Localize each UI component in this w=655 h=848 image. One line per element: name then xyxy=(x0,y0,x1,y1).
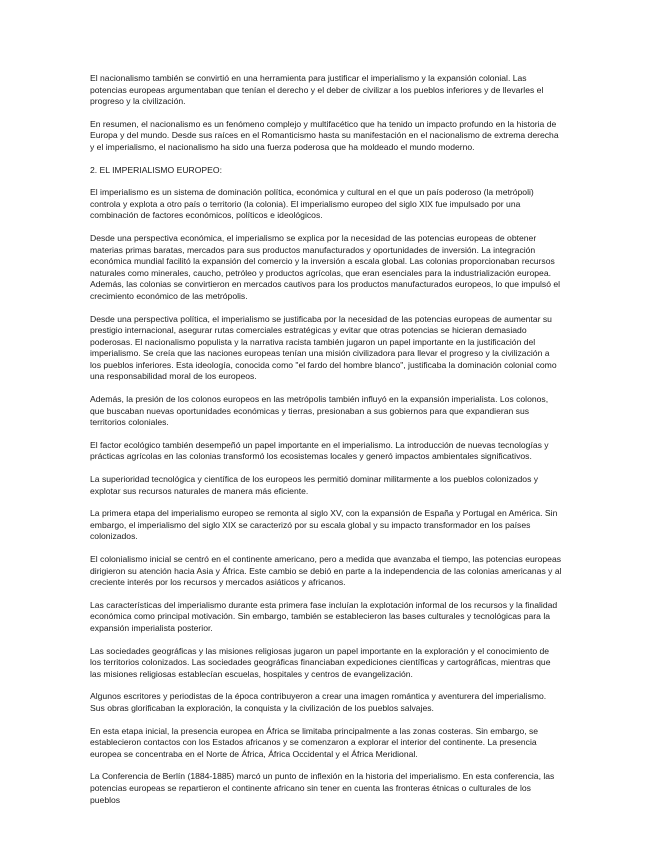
paragraph-first-stage: La primera etapa del imperialismo europeo se remonta al siglo XV, con la expansión de España y Portugal en América. Sin embargo, el imperialismo del siglo XIX se caracterizó por su escala global y su impacto transformador en los países colonizados. xyxy=(90,508,558,542)
paragraph-imperialism-definition: El imperialismo es un sistema de dominación política, económica y cultural en el que un país poderoso (la metrópoli) controla y explota a otro país o territorio (la colonia). El imperialismo europeo del siglo XIX fue impulsado por una combinación de factores económicos, políticos e ideológicos. xyxy=(90,187,534,221)
paragraph-first-phase-characteristics: Las características del imperialismo durante esta primera fase incluían la explotación informal de los recursos y la finalidad económica como principal motivación. Sin embargo, también se establecieron las bases culturales y tecnológicas para la expansión imperialista posterior. xyxy=(90,599,558,633)
document-page xyxy=(90,73,562,817)
paragraph-ecological-factor: El factor ecológico también desempeñó un papel importante en el imperialismo. La introducción de nuevas tecnologías y prácticas agrícolas en las colonias transformó los ecosistemas locales y generó impactos ambientales significativos. xyxy=(90,439,549,462)
paragraph-colonists-pressure: Además, la presión de los colonos europeos en las metrópolis también influyó en la expansión imperialista. Los colonos, que buscaban nuevas oportunidades económicas y tierras, presionaban a sus gobiernos para que expandieran sus territorios coloniales. xyxy=(90,394,549,428)
paragraph-technological-superiority: La superioridad tecnológica y científica de los europeos les permitió dominar militarmente a los pueblos colonizados y explotar sus recursos naturales de manera más eficiente. xyxy=(90,474,539,496)
paragraph-initial-colonialism: El colonialismo inicial se centró en el continente americano, pero a medida que avanzaba el tiempo, las potencias europeas dirigieron su atención hacia Asia y África. Este cambio se debió en parte a la independencia de las colonias americanas y al creciente interés por los recursos y mercados asiáticos y africanos. xyxy=(90,554,562,588)
paragraph-nationalism-summary: En resumen, el nacionalismo es un fenómeno complejo y multifacético que ha tenido un impacto profundo en la historia de Europa y del mundo. Desde sus raíces en el Romanticismo hasta su manifestación en el nacionalismo de extrema derecha y el imperialismo, el nacionalismo ha sido una fuerza poderosa que ha moldeado el mundo moderno. xyxy=(90,118,559,152)
paragraph-economic-perspective: Desde una perspectiva económica, el imperialismo se explica por la necesidad de las potencias europeas de obtener materias primas baratas, mercados para sus productos manufacturados y oportunidades de inversión. La integración económica mundial facilitó la expansión del comercio y la inversión a escala global. Las colonias proporcionaban recursos naturales como minerales, caucho, petróleo y productos agrícolas, que eran esenciales para la industrialización europea. Además, las colonias se convirtieron en mercados cautivos para los productos manufacturados europeos, lo que impulsó el crecimiento económico de las metrópolis. xyxy=(90,232,561,301)
paragraph-nationalism-imperialism: El nacionalismo también se convirtió en una herramienta para justificar el imperialismo y la expansión colonial. Las potencias europeas argumentaban que tenían el derecho y el deber de civilizar a los pueblos inferiores y de llevarles el progreso y la civilización. xyxy=(90,73,544,107)
paragraph-writers-journalists: Algunos escritores y periodistas de la época contribuyeron a crear una imagen romántica y aventurera del imperialismo. Sus obras glorificaban la exploración, la conquista y la civilización de los pueblos salvajes. xyxy=(90,691,547,713)
paragraph-africa-initial-stage: En esta etapa inicial, la presencia europea en África se limitaba principalmente a las zonas costeras. Sin embargo, se establecieron contactos con los Estados africanos y se comenzaron a explorar el interior del continente. La presencia europea se concentraba en el Norte de África, África Occidental y el África Meridional. xyxy=(90,725,539,759)
paragraph-geographic-societies: Las sociedades geográficas y las misiones religiosas jugaron un papel importante en la exploración y el conocimiento de los territorios colonizados. Las sociedades geográficas financiaban expediciones científicas y cartográficas, mientras que las misiones religiosas establecían escuelas, hospitales y centros de evangelización. xyxy=(90,645,551,679)
paragraph-political-perspective: Desde una perspectiva política, el imperialismo se justificaba por la necesidad de las potencias europeas de aumentar su prestigio internacional, asegurar rutas comerciales estratégicas y evitar que otras potencias se hicieran demasiado poderosas. El nacionalismo populista y la narrativa racista también jugaron un papel importante en la justificación del imperialismo. Se creía que las naciones europeas tenían una misión civilizadora para llevar el progreso y la civilización a los pueblos inferiores. Esta ideología, conocida como "el fardo del hombre blanco", justificaba la dominación colonial como una responsabilidad moral de los europeos. xyxy=(90,313,557,382)
paragraph-berlin-conference: La Conferencia de Berlín (1884-1885) marcó un punto de inflexión en la historia del imperialismo. En esta conferencia, las potencias europeas se repartieron el continente africano sin tener en cuenta las fronteras étnicas o culturales de los pueblos xyxy=(90,771,555,805)
section-heading-imperialism: 2. EL IMPERIALISMO EUROPEO: xyxy=(90,164,222,175)
